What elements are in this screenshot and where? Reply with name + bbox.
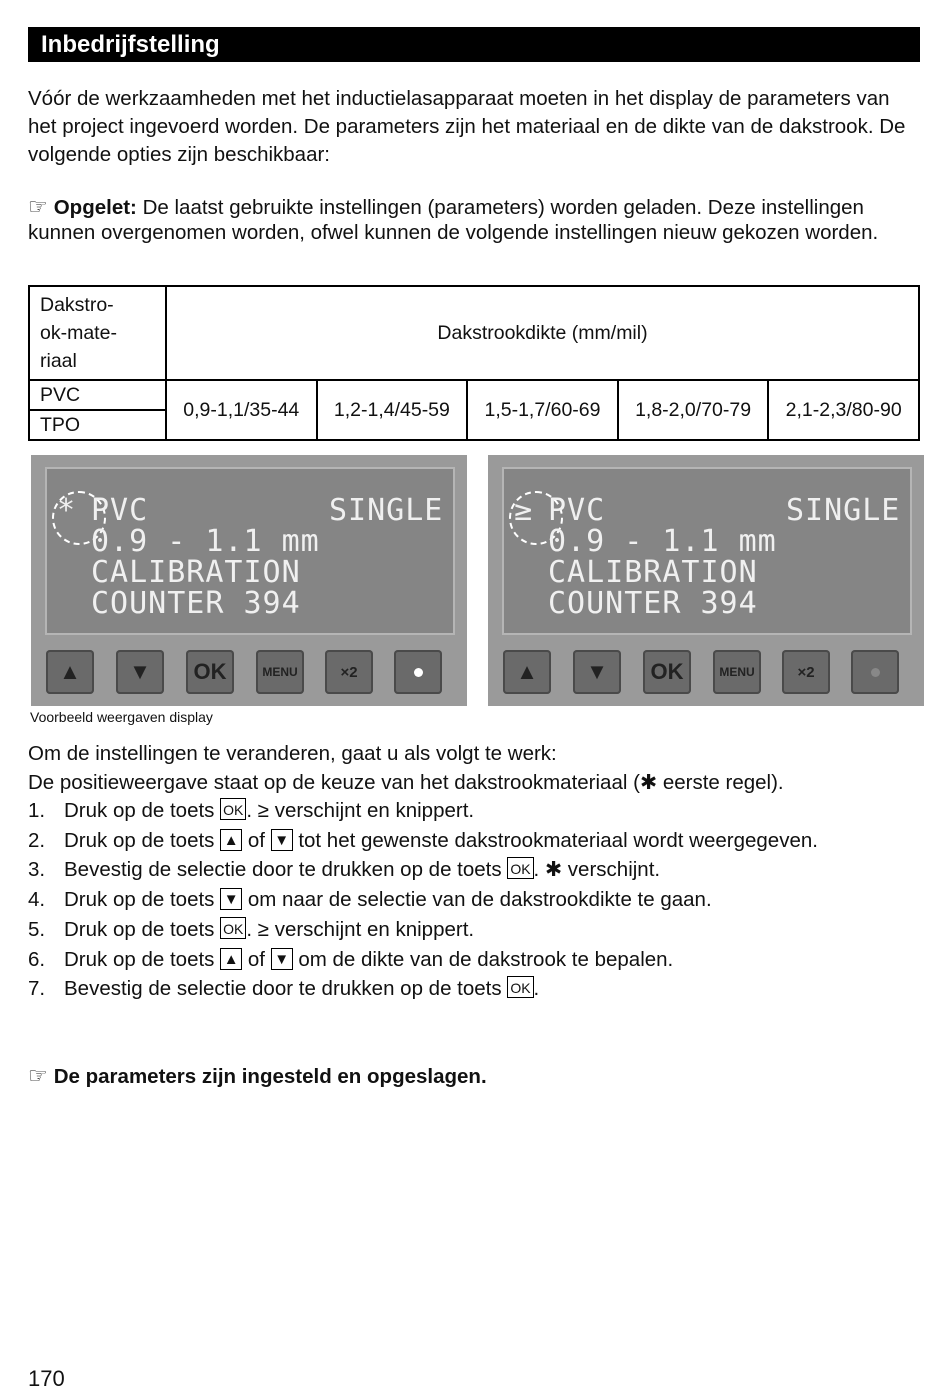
note-text: De laatst gebruikte instellingen (parameters) worden geladen. Deze instellingen kunnen overgenomen worden, ofwel kunnen de volgende instellingen nieuw gekozen worden.: [28, 196, 879, 244]
step-number: 7.: [28, 977, 46, 1001]
star-icon: ✱: [639, 771, 658, 794]
note-label: Opgelet:: [53, 196, 137, 219]
steps-intro-line-2a: De positieweergave staat op de keuze van het dakstrookmateriaal (: [28, 771, 640, 794]
lcd-screen: [45, 467, 455, 635]
intro-paragraph: Vóór de werkzaamheden met het inductielasapparaat moeten in het display de parameters van het project ingevoerd worden. De parameters zijn het materiaal en de dikte van de dakstrook. De volgende opties zijn beschikbaar:: [28, 87, 906, 166]
lcd-mode: SINGLE: [786, 493, 901, 528]
up-key-icon: ▲: [220, 948, 242, 970]
final-text: De parameters zijn ingesteld en opgeslagen.: [53, 1065, 487, 1088]
lcd-line-3: CALIBRATION: [548, 555, 758, 590]
material-pvc: PVC: [29, 380, 166, 410]
down-button: ▼: [573, 650, 621, 694]
lcd-line-1: PVC: [548, 493, 606, 528]
down-button: ▼: [116, 650, 164, 694]
lcd-line-4: COUNTER 394: [548, 586, 758, 621]
ok-key-icon: OK: [220, 798, 246, 820]
image-caption: Voorbeeld weergaven display: [30, 709, 213, 725]
down-key-icon: ▼: [220, 888, 242, 910]
lcd-line-3: CALIBRATION: [91, 555, 301, 590]
light-dot-icon: [414, 668, 423, 677]
up-button: ▲: [503, 650, 551, 694]
material-tpo: TPO: [29, 410, 166, 440]
lcd-screen: [502, 467, 912, 635]
step-item: [28, 945, 918, 975]
page-number: 170: [28, 1366, 65, 1391]
menu-button: MENU: [256, 650, 304, 694]
thickness-header: Dakstrookdikte (mm/mil): [166, 286, 919, 380]
step-number: 3.: [28, 858, 46, 882]
thickness-value: 1,8-2,0/70-79: [618, 380, 769, 440]
lcd-mode: SINGLE: [329, 493, 444, 528]
x2-button: ×2: [782, 650, 830, 694]
step-number: 6.: [28, 947, 46, 971]
step-item: [28, 826, 918, 856]
up-button: ▲: [46, 650, 94, 694]
thickness-value: 1,2-1,4/45-59: [317, 380, 468, 440]
step-text: Bevestig de selectie door te drukken op de toets OK .: [64, 977, 540, 1001]
light-button: [851, 650, 899, 694]
x2-button: ×2: [325, 650, 373, 694]
light-button: [394, 650, 442, 694]
ok-key-icon: OK: [220, 917, 246, 939]
pointing-hand-icon: ☞: [28, 1063, 48, 1088]
display-photo-2: [488, 455, 924, 706]
thickness-value: 2,1-2,3/80-90: [768, 380, 919, 440]
step-item: [28, 796, 918, 826]
thickness-value: 0,9-1,1/35-44: [166, 380, 317, 440]
pointing-hand-icon: ☞: [28, 194, 48, 219]
lcd-marker: ≥: [514, 493, 534, 528]
step-text: Druk op de toets OK . ≥ verschijnt en knippert.: [64, 917, 475, 941]
steps-intro-line-1: Om de instellingen te veranderen, gaat u als volgt te werk:: [28, 742, 557, 765]
parameter-table: [28, 285, 920, 441]
lcd-line-4: COUNTER 394: [91, 586, 301, 621]
step-item: [28, 855, 918, 885]
up-key-icon: ▲: [220, 829, 242, 851]
steps-intro: [28, 739, 928, 797]
ok-button: OK: [186, 650, 234, 694]
step-item: [28, 974, 918, 1004]
section-title: Inbedrijfstelling: [28, 27, 920, 62]
lcd-line-1: PVC: [91, 493, 149, 528]
step-text: Druk op de toets ▲ of ▼ om de dikte van de dakstrook te bepalen.: [64, 947, 674, 971]
final-note: [28, 1063, 487, 1089]
steps-intro-line-2b: eerste regel).: [657, 771, 784, 794]
material-header: Dakstro- ok-mate- riaal: [29, 286, 166, 380]
ok-button: OK: [643, 650, 691, 694]
steps-list: [28, 796, 918, 1004]
down-key-icon: ▼: [271, 948, 293, 970]
step-text: Druk op de toets OK . ≥ verschijnt en knippert.: [64, 799, 475, 822]
thickness-value: 1,5-1,7/60-69: [467, 380, 618, 440]
step-item: [28, 885, 918, 915]
step-text: Druk op de toets ▼ om naar de selectie van de dakstrookdikte te gaan.: [64, 888, 712, 912]
ok-key-icon: OK: [507, 976, 533, 998]
step-number: 5.: [28, 917, 46, 941]
step-number: 2.: [28, 828, 46, 852]
step-item: [28, 915, 918, 945]
note-paragraph: [28, 194, 908, 245]
step-number: 1.: [28, 799, 46, 822]
lcd-line-2: 0.9 - 1.1 mm: [548, 524, 777, 559]
display-photo-1: [31, 455, 467, 706]
lcd-marker: *: [57, 493, 77, 528]
step-number: 4.: [28, 888, 46, 912]
step-text: Druk op de toets ▲ of ▼ tot het gewenste dakstrookmateriaal wordt weergegeven.: [64, 828, 818, 852]
down-key-icon: ▼: [271, 829, 293, 851]
menu-button: MENU: [713, 650, 761, 694]
light-dot-icon: [871, 668, 880, 677]
step-text: Bevestig de selectie door te drukken op de toets OK . ✱ verschijnt.: [64, 858, 661, 882]
lcd-line-2: 0.9 - 1.1 mm: [91, 524, 320, 559]
ok-key-icon: OK: [507, 857, 533, 879]
